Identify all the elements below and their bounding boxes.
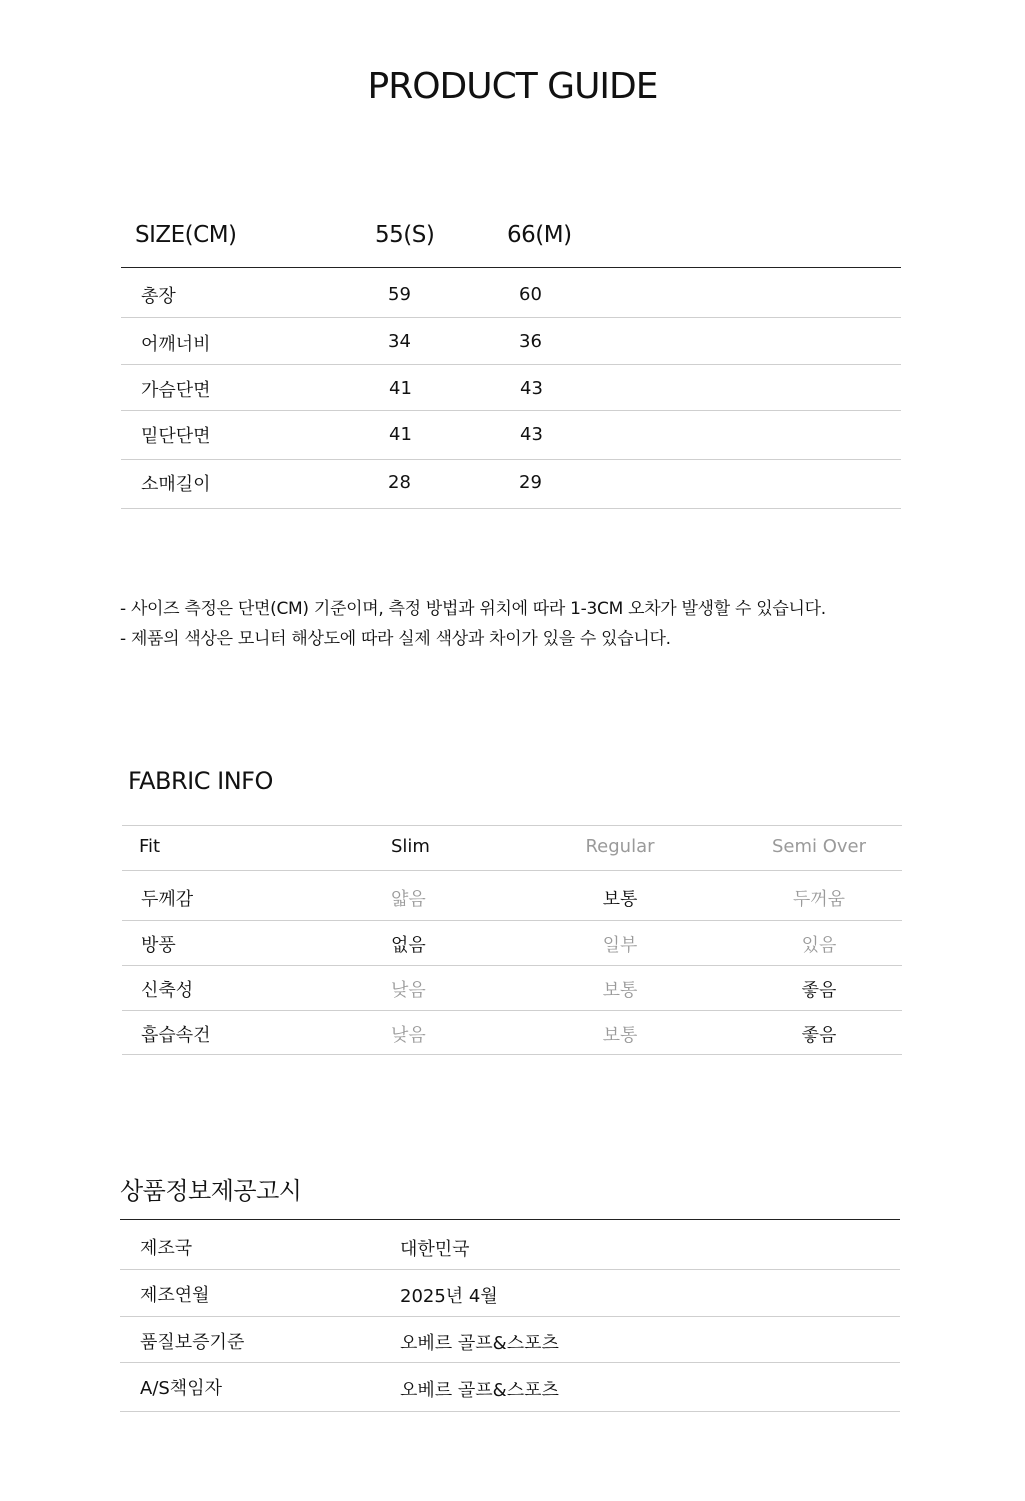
fabric-row-c2: 보통 [602, 1025, 638, 1046]
page-title: PRODUCT GUIDE [367, 66, 658, 107]
fabric-row-c1: 얇음 [391, 889, 426, 910]
row-divider [121, 508, 901, 509]
row-divider [120, 1411, 900, 1412]
fabric-title: FABRIC INFO [128, 767, 273, 795]
notice-row-value: 2025년 4월 [400, 1286, 498, 1307]
color-note: - 제품의 색상은 모니터 해상도에 따라 실제 색상과 차이가 있을 수 있습니다. [120, 629, 671, 649]
notice-title: 상품정보제공고시 [120, 1177, 302, 1205]
notice-row-label: A/S책임자 [140, 1378, 222, 1399]
size-row-m: 29 [519, 472, 542, 493]
row-divider [120, 1362, 900, 1363]
fabric-row-label: 방풍 [141, 935, 176, 956]
notice-row-label: 제조연월 [140, 1285, 210, 1306]
size-header-label: SIZE(CM) [135, 222, 237, 248]
notice-row-label: 품질보증기준 [140, 1332, 245, 1353]
fabric-row-c1: 낮음 [391, 1025, 426, 1046]
fabric-row-c2: 보통 [602, 889, 638, 910]
size-note: - 사이즈 측정은 단면(CM) 기준이며, 측정 방법과 위치에 따라 1-3CM 오차가 발생할 수 있습니다. [120, 599, 826, 619]
size-header-m: 66(M) [507, 222, 572, 248]
row-divider [122, 920, 902, 921]
row-divider [122, 965, 902, 966]
fabric-row-c1: 없음 [391, 935, 426, 956]
fabric-fit-slim: Slim [391, 836, 430, 857]
size-row-label: 밑단단면 [141, 426, 211, 447]
size-row-s: 34 [388, 331, 411, 352]
notice-row-value: 대한민국 [400, 1239, 470, 1260]
size-row-m: 43 [520, 424, 543, 445]
fabric-top-divider [122, 825, 902, 826]
fabric-row-c2: 보통 [602, 980, 638, 1001]
size-row-m: 36 [519, 331, 542, 352]
fabric-row-c3: 있음 [801, 935, 837, 956]
size-row-s: 28 [388, 472, 411, 493]
size-header-divider [121, 267, 901, 268]
row-divider [122, 1010, 902, 1011]
size-header-s: 55(S) [375, 222, 435, 248]
row-divider [121, 317, 901, 318]
notice-row-value: 오베르 골프&스포츠 [400, 1333, 559, 1354]
size-row-label: 어깨너비 [141, 334, 211, 355]
notice-top-divider [120, 1219, 900, 1220]
fabric-fit-label: Fit [139, 836, 161, 857]
row-divider [121, 459, 901, 460]
notice-row-value: 오베르 골프&스포츠 [400, 1380, 559, 1401]
size-row-s: 41 [389, 378, 412, 399]
fabric-row-c3: 두꺼움 [792, 889, 846, 910]
fabric-row-label: 두께감 [141, 889, 194, 910]
size-row-s: 59 [388, 284, 411, 305]
row-divider [120, 1316, 900, 1317]
fabric-row-c1: 낮음 [391, 980, 426, 1001]
size-row-label: 총장 [141, 286, 176, 307]
row-divider [122, 870, 902, 871]
size-row-label: 소매길이 [141, 474, 211, 495]
fabric-row-c2: 일부 [602, 935, 638, 956]
fabric-fit-semi-over: Semi Over [771, 836, 867, 857]
row-divider [122, 1054, 902, 1055]
size-row-m: 43 [520, 378, 543, 399]
fabric-row-label: 흡습속건 [141, 1025, 211, 1046]
size-row-s: 41 [389, 424, 412, 445]
row-divider [121, 410, 901, 411]
fabric-fit-regular: Regular [585, 836, 655, 857]
fabric-row-c3: 좋음 [801, 980, 837, 1001]
fabric-row-label: 신축성 [141, 980, 194, 1001]
row-divider [121, 364, 901, 365]
fabric-row-c3: 좋음 [801, 1025, 837, 1046]
notice-row-label: 제조국 [140, 1238, 193, 1259]
row-divider [120, 1269, 900, 1270]
size-row-label: 가슴단면 [141, 380, 211, 401]
size-row-m: 60 [519, 284, 542, 305]
